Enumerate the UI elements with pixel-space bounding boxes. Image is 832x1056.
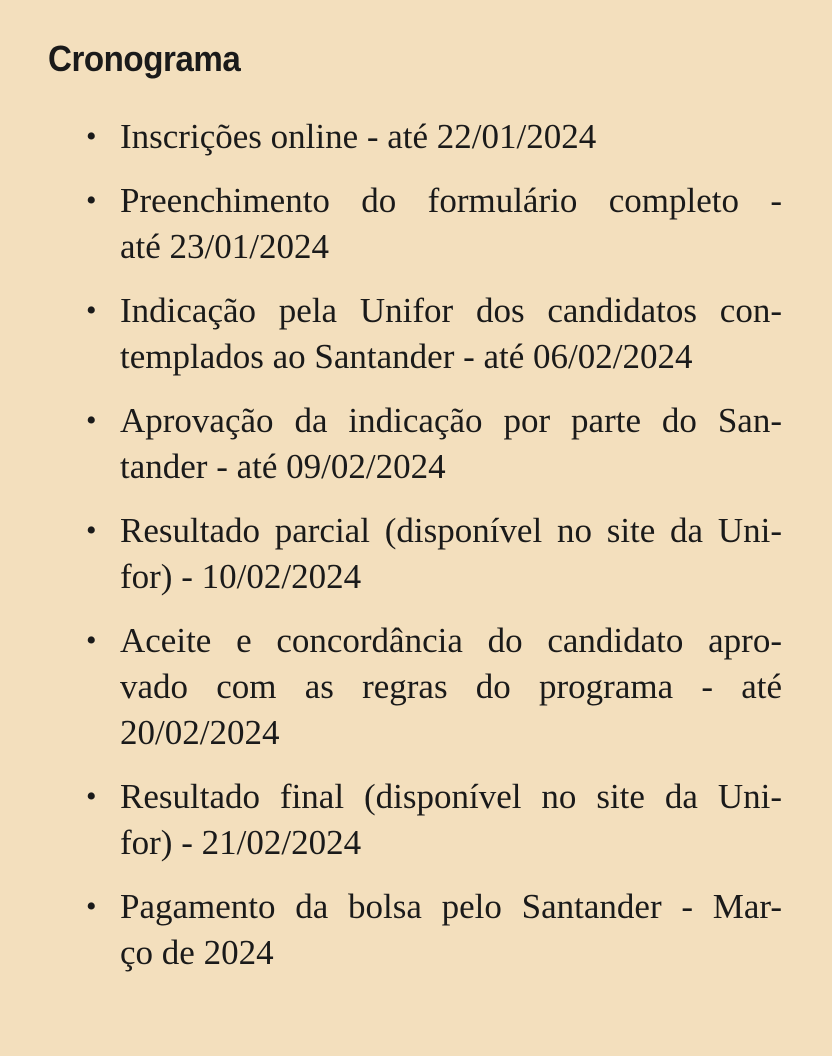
schedule-item [0, 398, 832, 490]
bullet-icon: • [86, 890, 97, 923]
schedule-item-text: Resultado final (disponível no site da Uni- [120, 777, 782, 816]
schedule-item-text: ço de 2024 [120, 933, 274, 972]
schedule-item-text: Aceite e concordância do candidato apro- [120, 621, 782, 660]
schedule-item [0, 288, 832, 380]
bullet-icon: • [86, 624, 97, 657]
bullet-icon: • [86, 514, 97, 547]
schedule-item-text: tander - até 09/02/2024 [120, 447, 446, 486]
bullet-icon: • [86, 404, 97, 437]
bullet-icon: • [86, 294, 97, 327]
schedule-item-text: Aprovação da indicação por parte do San- [120, 401, 782, 440]
schedule-item-text: Resultado parcial (disponível no site da Uni- [120, 511, 782, 550]
schedule-item-text: 20/02/2024 [120, 713, 280, 752]
bullet-icon: • [86, 120, 97, 153]
schedule-item [0, 884, 832, 976]
schedule-item [0, 508, 832, 600]
schedule-item-text: for) - 21/02/2024 [120, 823, 362, 862]
section-title: Cronograma [48, 38, 241, 79]
schedule-item-text: Inscrições online - até 22/01/2024 [120, 117, 597, 156]
schedule-item [0, 774, 832, 866]
bullet-icon: • [86, 780, 97, 813]
schedule-item-text: vado com as regras do programa - até [120, 667, 782, 706]
schedule-item-text: Pagamento da bolsa pelo Santander - Mar- [120, 887, 782, 926]
schedule-item [0, 178, 832, 270]
bullet-icon: • [86, 184, 97, 217]
schedule-item [0, 618, 832, 756]
schedule-item-text: Preenchimento do formulário completo - [120, 181, 782, 220]
schedule-item-text: Indicação pela Unifor dos candidatos con- [120, 291, 782, 330]
schedule-item-text: templados ao Santander - até 06/02/2024 [120, 337, 693, 376]
schedule-item [0, 114, 832, 160]
schedule-item-text: até 23/01/2024 [120, 227, 329, 266]
schedule-list [0, 114, 832, 994]
schedule-item-text: for) - 10/02/2024 [120, 557, 362, 596]
